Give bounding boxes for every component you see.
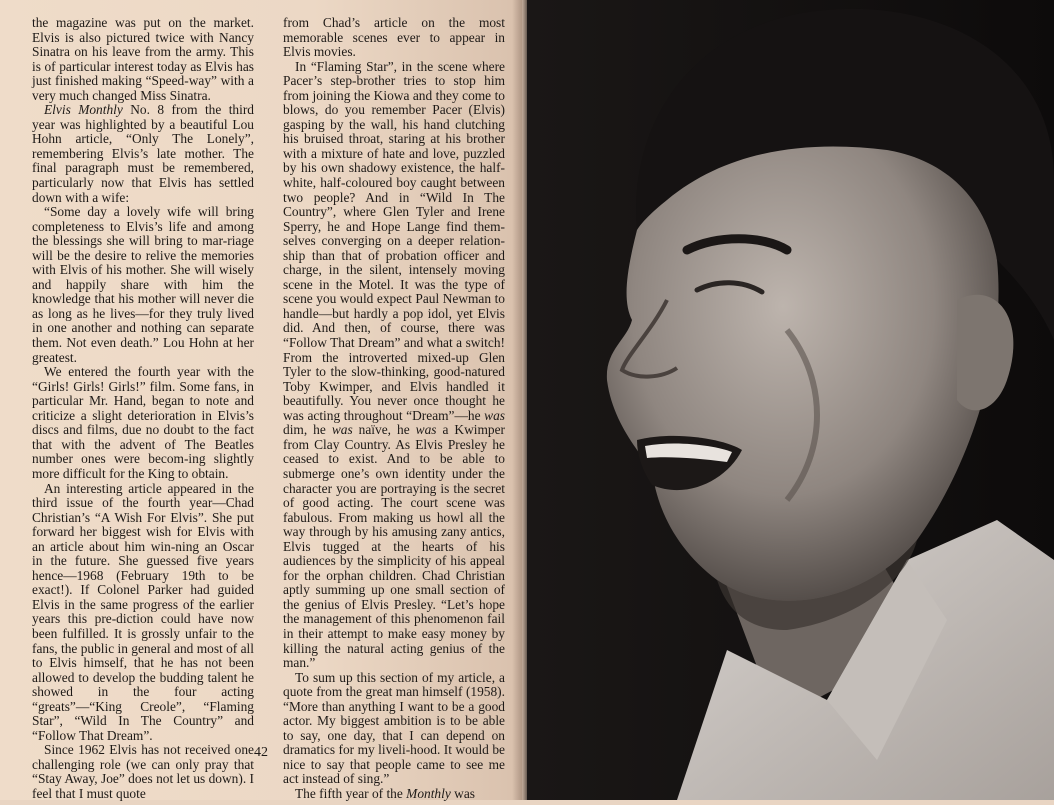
- paragraph: Since 1962 Elvis has not received one challenging role (we can only pray that “Stay Away, Joe” does not let us down). I feel that I must quote: [32, 742, 254, 801]
- paragraph: In “Flaming Star”, in the scene where Pacer’s step-brother tries to stop him from joining the Kiowa and they come to blows, do you remember Pacer (Elvis) gasping by the wall, his hand clutching his bruised throat, staring at his brother with a mixture of hate and love, puzzled by his own shadowy existence, the half-white, half-coloured boy caught between two people? And in “Wild In The Country”, where Glen Tyler and Irene Sperry, he and Hope Lange find them-selves converging on a deeper relation-ship than that of probation officer and charge, in the silent, intensely moving scene in the Motel. It was the type of scene you would expect Paul Newman to handle—but hardly a pop idol, yet Elvis did. And then, of course, there was “Follow That Dream” and what a switch! From the introverted mixed-up Glen Tyler to the slow-thinking, good-natured Toby Kwimper, and Elvis handled it beautifully. You never once thought he was acting throughout “Dream”—he was dim, he was naïve, he was a Kwimper from Clay Country. As Elvis Presley he ceased to exist. And to be able to submerge one’s own identity under the character you are portraying is the secret of good acting. The court scene was fabulous. From making us howl all the way through by his amusing zany antics, Elvis tugged at the hearts of his audiences by the simplicity of his appeal for the orphan children. Chad Christian aptly summing up one small section of the genius of Elvis Presley. “Let’s hope the management of this phenomenon fail in their attempt to make easy money by killing the natural acting genius of the man.”: [283, 58, 505, 671]
- paragraph: The fifth year of the Monthly was: [295, 785, 475, 801]
- paragraph: An interesting article appeared in the third issue of the fourth year—Chad Christian’s “A Wish For Elvis”. She put forward her biggest wish for Elvis with an article about him win-ning an Oscar in the future. She guessed five years hence—1968 (February 19th to be exact!). If Colonel Parker had guided Elvis in the same progress of the earlier years this pre-diction could have now been fulfilled. It is grossly unfair to the fans, the public in general and most of all to Elvis himself, that he has not been allowed to develop the budding talent he showed in the four acting “greats”—“King Creole”, “Flaming Star”, “Wild In The Country” and “Follow That Dream”.: [32, 480, 254, 743]
- paragraph: the magazine was put on the market. Elvis is also pictured twice with Nancy Sinatra on his leave from the army. This is of particular interest today as Elvis has just finished making “Speed-way” with a very much changed Miss Sinatra.: [32, 15, 254, 103]
- portrait-illustration: [527, 0, 1054, 800]
- paragraph: We entered the fourth year with the “Girls! Girls! Girls!” film. Some fans, in particular Mr. Hand, began to note and criticize a slight deterioration in Elvis’s discs and films, due no doubt to the fact that with the advent of The Beatles number ones were becom-ing slightly more difficult for the King to obtain.: [32, 364, 254, 481]
- magazine-title-italic: Elvis Monthly: [44, 102, 123, 118]
- text-column-1: [32, 16, 254, 802]
- left-page: [0, 0, 522, 800]
- elvis-portrait-photo: [527, 0, 1054, 800]
- text-column-2: [283, 16, 505, 802]
- paragraph: Elvis Monthly No. 8 from the third year was highlighted by a beautiful Lou Hohn article, “Only The Lonely”, remembering Elvis’s late mother. The final paragraph must be remembered, particularly now that Elvis has settled down with a wife:: [32, 102, 255, 205]
- quote-paragraph: “Some day a lovely wife will bring completeness to Elvis’s life and among the blessings she will bring to mar-riage will be the desire to relive the memories with Elvis of his mother. She will wisely and happily share with him the knowledge that his mother will never die as long as he lives—for they truly lived in one another and nothing can separate them. Not even death.” Lou Hohn at her greatest.: [32, 204, 254, 365]
- magazine-title-italic: Monthly: [406, 785, 451, 801]
- page-number: 42: [254, 745, 268, 760]
- paragraph: from Chad’s article on the most memorable scenes ever to appear in Elvis movies.: [283, 15, 505, 60]
- paragraph: To sum up this section of my article, a quote from the great man himself (1958). “More than anything I want to be a good actor. My biggest ambition is to be able to say, one day, that I can depend on dramatics for my liveli-hood. It would be nice to say that people came to see me act instead of sing.”: [283, 669, 505, 787]
